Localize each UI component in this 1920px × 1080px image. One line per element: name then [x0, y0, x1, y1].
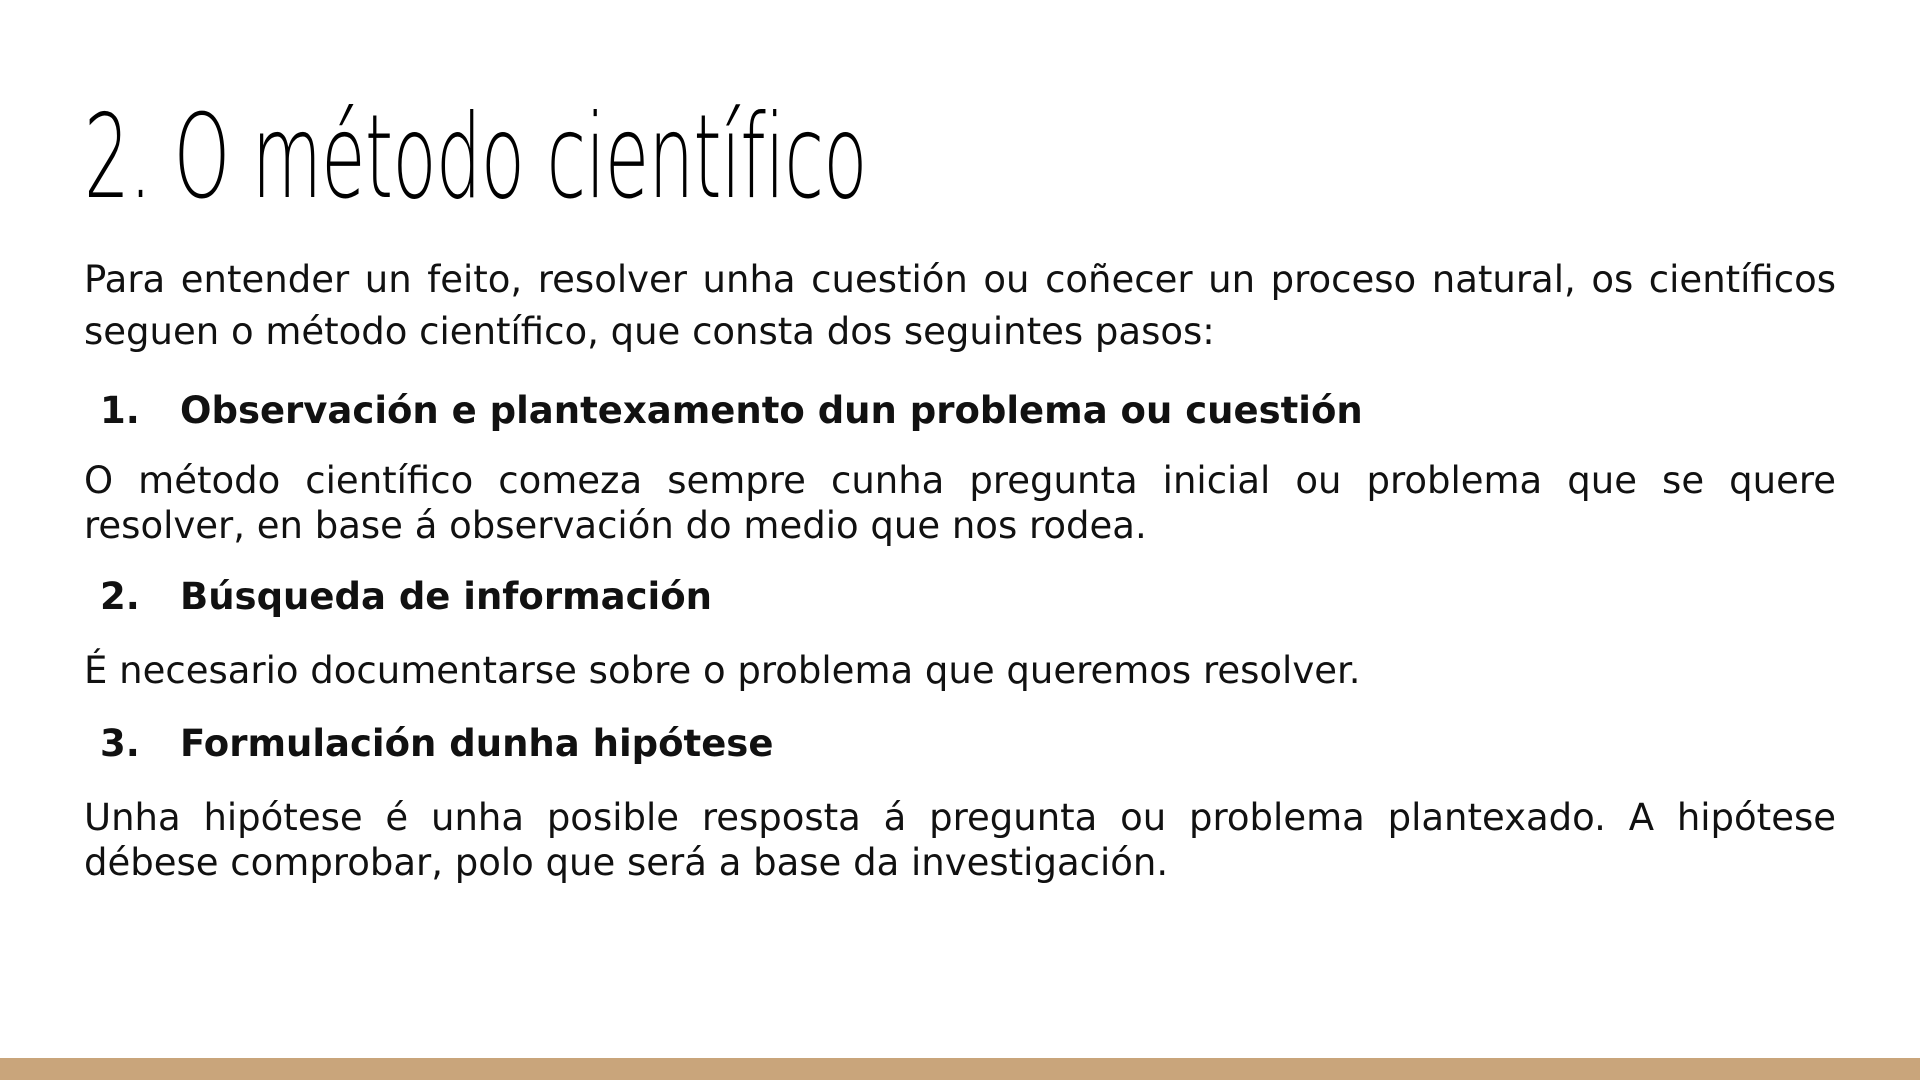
- step-description-2: É necesario documentarse sobre o problema que queremos resolver.: [84, 649, 1361, 692]
- footer-accent-bar: [0, 1058, 1920, 1080]
- step-heading-1: [84, 386, 1836, 436]
- intro-paragraph: Para entender un feito, resolver unha cuestión ou coñecer un proceso natural, os científicos seguen o método científico, que consta dos seguintes pasos:: [84, 258, 1836, 353]
- step-title-2: Búsqueda de información: [180, 575, 712, 618]
- step-number-3: 3.: [100, 722, 140, 765]
- step-description-3: Unha hipótese é unha posible resposta á pregunta ou problema plantexado. A hipótese débese comprobar, polo que será a base da investigación.: [84, 796, 1836, 884]
- slide-content: [84, 254, 1836, 885]
- step-number-1: 1.: [100, 389, 140, 432]
- step-heading-2: [84, 572, 1836, 622]
- step-title-3: Formulación dunha hipótese: [180, 722, 774, 765]
- step-heading-3: [84, 719, 1836, 769]
- step-number-2: 2.: [100, 575, 140, 618]
- step-description-1: O método científico comeza sempre cunha pregunta inicial ou problema que se quere resolver, en base á observación do medio que nos rodea.: [84, 459, 1836, 547]
- slide-title: 2. O método científico: [84, 90, 867, 225]
- step-title-1: Observación e plantexamento dun problema ou cuestión: [180, 389, 1363, 432]
